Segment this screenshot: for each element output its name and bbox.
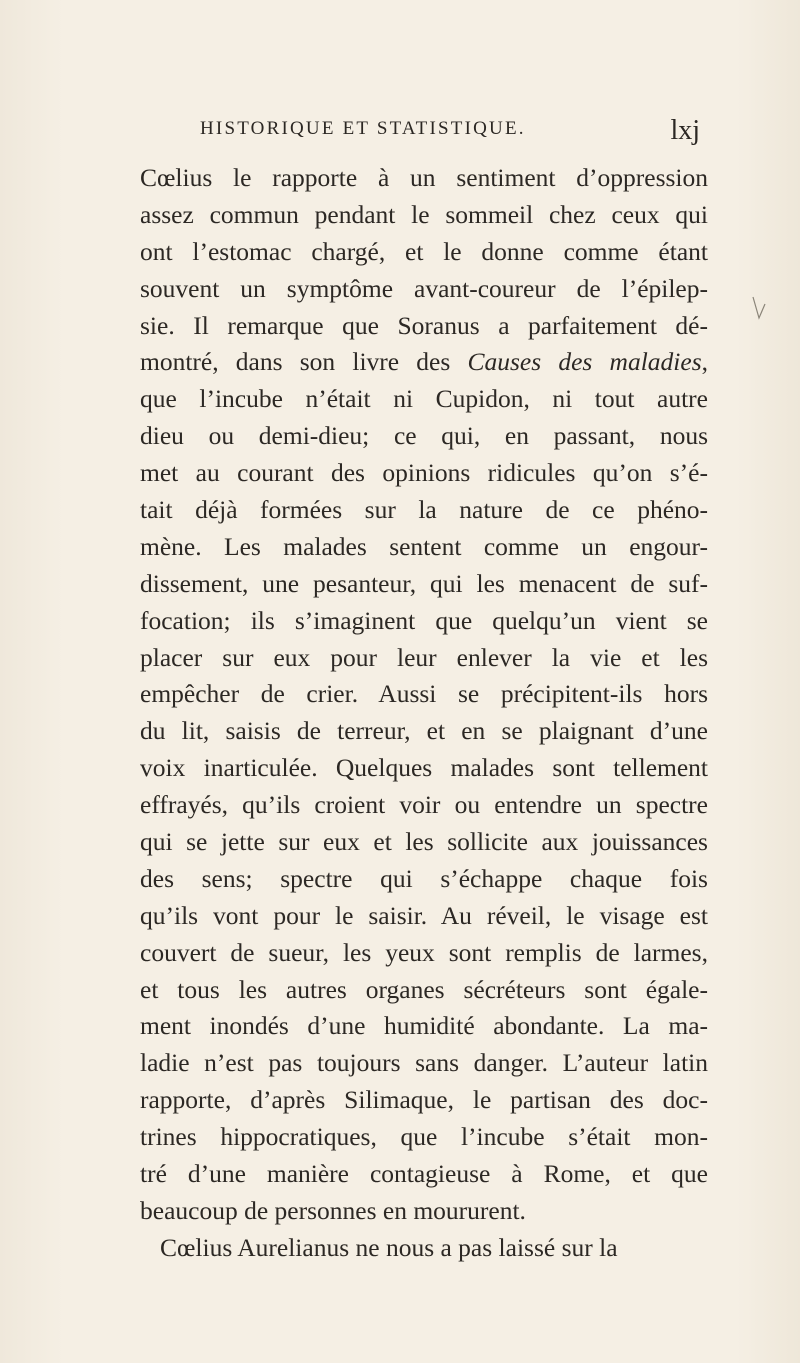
text-line: tré d’une manière contagieuse à Rome, et que <box>140 1159 708 1189</box>
book-title-italic: Causes des maladies <box>467 347 702 377</box>
text-line: rapporte, d’après Silimaque, le partisan des doc- <box>140 1085 708 1115</box>
text-line: ont l’estomac chargé, et le donne comme étant <box>140 236 708 266</box>
page-number: lxj <box>670 115 700 146</box>
text-line: des sens; spectre qui s’échappe chaque fois <box>140 863 708 893</box>
text-run: , <box>701 347 708 377</box>
running-title: HISTORIQUE ET STATISTIQUE. <box>200 118 526 139</box>
text-line: assez commun pendant le sommeil chez ceux qui <box>140 199 708 229</box>
text-line: voix inarticulée. Quelques malades sont tellement <box>140 753 708 783</box>
text-line: beaucoup de personnes en moururent. <box>140 1195 526 1225</box>
text-line: met au courant des opinions ridicules qu’on s’é- <box>140 458 708 488</box>
text-line: tait déjà formées sur la nature de ce phéno- <box>140 495 708 525</box>
text-line: effrayés, qu’ils croient voir ou entendre un spectre <box>140 790 708 820</box>
text-line <box>140 344 708 381</box>
text-line: empêcher de crier. Aussi se précipitent-ils hors <box>140 679 708 709</box>
text-line: mène. Les malades sentent comme un engour- <box>140 531 708 561</box>
text-line: qui se jette sur eux et les sollicite aux jouissances <box>140 827 708 857</box>
text-line: trines hippocratiques, que l’incube s’était mon- <box>140 1122 708 1152</box>
margin-pencil-mark <box>752 296 766 320</box>
body-text <box>140 160 708 1267</box>
text-line: et tous les autres organes sécréteurs sont égale- <box>140 974 708 1004</box>
text-line: ladie n’est pas toujours sans danger. L’auteur latin <box>140 1048 708 1078</box>
text-line: ment inondés d’une humidité abondante. La ma- <box>140 1011 708 1041</box>
text-line: dissement, une pesanteur, qui les menacent de suf- <box>140 568 708 598</box>
page-header <box>200 115 700 158</box>
text-line: Cœlius Aurelianus ne nous a pas laissé sur la <box>160 1232 618 1262</box>
text-line: focation; ils s’imaginent que quelqu’un vient se <box>140 605 708 635</box>
text-line: dieu ou demi-dieu; ce qui, en passant, nous <box>140 421 708 451</box>
text-line: du lit, saisis de terreur, et en se plaignant d’une <box>140 716 708 746</box>
text-line: couvert de sueur, les yeux sont remplis de larmes, <box>140 937 708 967</box>
text-line: sie. Il remarque que Soranus a parfaitement dé- <box>140 310 708 340</box>
text-line: souvent un symptôme avant-coureur de l’épilep- <box>140 273 708 303</box>
text-line: qu’ils vont pour le saisir. Au réveil, le visage est <box>140 900 708 930</box>
text-line: Cœlius le rapporte à un sentiment d’oppression <box>140 163 708 192</box>
text-line: placer sur eux pour leur enlever la vie et les <box>140 642 708 672</box>
text-run: montré, dans son livre des <box>140 347 468 377</box>
text-line: que l’incube n’était ni Cupidon, ni tout autre <box>140 384 708 414</box>
